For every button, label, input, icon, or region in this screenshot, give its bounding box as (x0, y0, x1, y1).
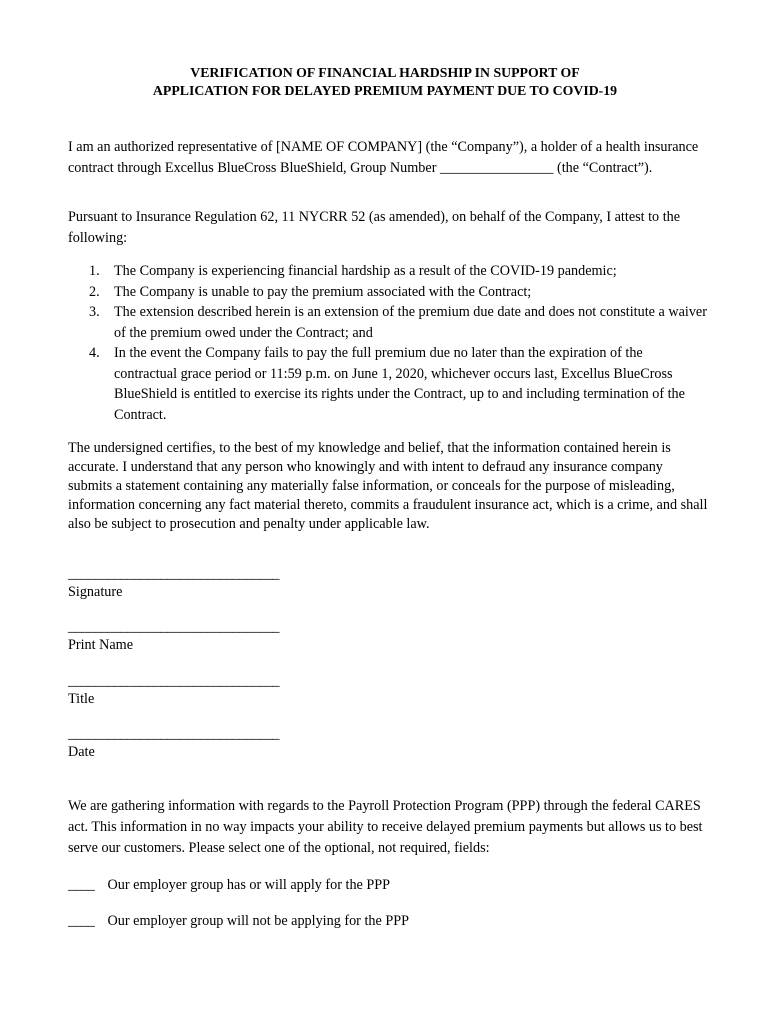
list-item-text: The extension described herein is an extension of the premium due date and does not constitute a waiver of the premium owed under the Contract; and (114, 304, 707, 341)
list-item-number: 4. (89, 345, 100, 361)
intro-paragraph: I am an authorized representative of [NAME OF COMPANY] (the “Company”), a holder of a health insurance contract through Excellus BlueCross BlueShield, Group Number ________________ (the “Contract”). (68, 139, 699, 176)
list-item (68, 261, 708, 282)
signature-label: Signature (68, 584, 123, 600)
certification-paragraph: The undersigned certifies, to the best of my knowledge and belief, that the information contained herein is accurate. I understand that any person who knowingly and with intent to defraud any insurance company submits a statement containing any materially false information, or conceals for the purpose of misleading, information concerning any fact material thereto, commits a fraudulent insurance act, which is a crime, and shall also be subject to prosecution and penalty under applicable law. (68, 440, 708, 532)
document-title (60, 64, 710, 100)
list-item-number: 3. (89, 304, 100, 320)
title-line[interactable]: ________________________________ (68, 673, 279, 689)
ppp-option-apply-blank[interactable]: ____ (68, 877, 95, 893)
attestation-list (68, 261, 708, 425)
date-label: Date (68, 744, 95, 760)
list-item-text: The Company is experiencing financial hardship as a result of the COVID-19 pandemic; (114, 263, 617, 279)
title-field (68, 672, 328, 708)
list-item (68, 302, 708, 343)
signature-field (68, 565, 328, 601)
list-item-number: 1. (89, 263, 100, 279)
title-label: Title (68, 691, 95, 707)
ppp-option-not-applying (68, 911, 409, 932)
list-item (68, 343, 708, 425)
list-item-number: 2. (89, 283, 100, 300)
list-item-text: In the event the Company fails to pay the full premium due no later than the expiration of the contractual grace period or 11:59 p.m. on June 1, 2020, whichever occurs last, Excellus BlueCross BlueShield is entitled to exercise its rights under the Contract, up to and including termination of the Contract. (114, 345, 685, 423)
ppp-paragraph: We are gathering information with regards to the Payroll Protection Program (PPP) through the federal CARES act. This information in no way impacts your ability to receive delayed premium payments but allows us to best serve our customers. Please select one of the optional, not required, fields: (68, 798, 703, 856)
print-name-field (68, 618, 328, 654)
list-item (68, 282, 708, 303)
signature-line[interactable]: ________________________________ (68, 566, 279, 582)
date-field (68, 725, 328, 761)
print-name-line[interactable]: ________________________________ (68, 619, 279, 635)
ppp-option-apply-label: Our employer group has or will apply for the PPP (107, 877, 391, 893)
ppp-option-not-applying-label: Our employer group will not be applying for the PPP (107, 913, 409, 929)
regulation-paragraph: Pursuant to Insurance Regulation 62, 11 NYCRR 52 (as amended), on behalf of the Company, I attest to the following: (68, 209, 681, 246)
title-line-2: APPLICATION FOR DELAYED PREMIUM PAYMENT DUE TO COVID-19 (152, 83, 618, 98)
ppp-option-apply (68, 875, 390, 896)
print-name-label: Print Name (68, 637, 134, 653)
title-line-1: VERIFICATION OF FINANCIAL HARDSHIP IN SUPPORT OF (190, 65, 580, 80)
list-item-text: The Company is unable to pay the premium associated with the Contract; (114, 283, 532, 300)
ppp-option-not-applying-blank[interactable]: ____ (68, 913, 95, 929)
date-line[interactable]: ________________________________ (68, 726, 279, 742)
